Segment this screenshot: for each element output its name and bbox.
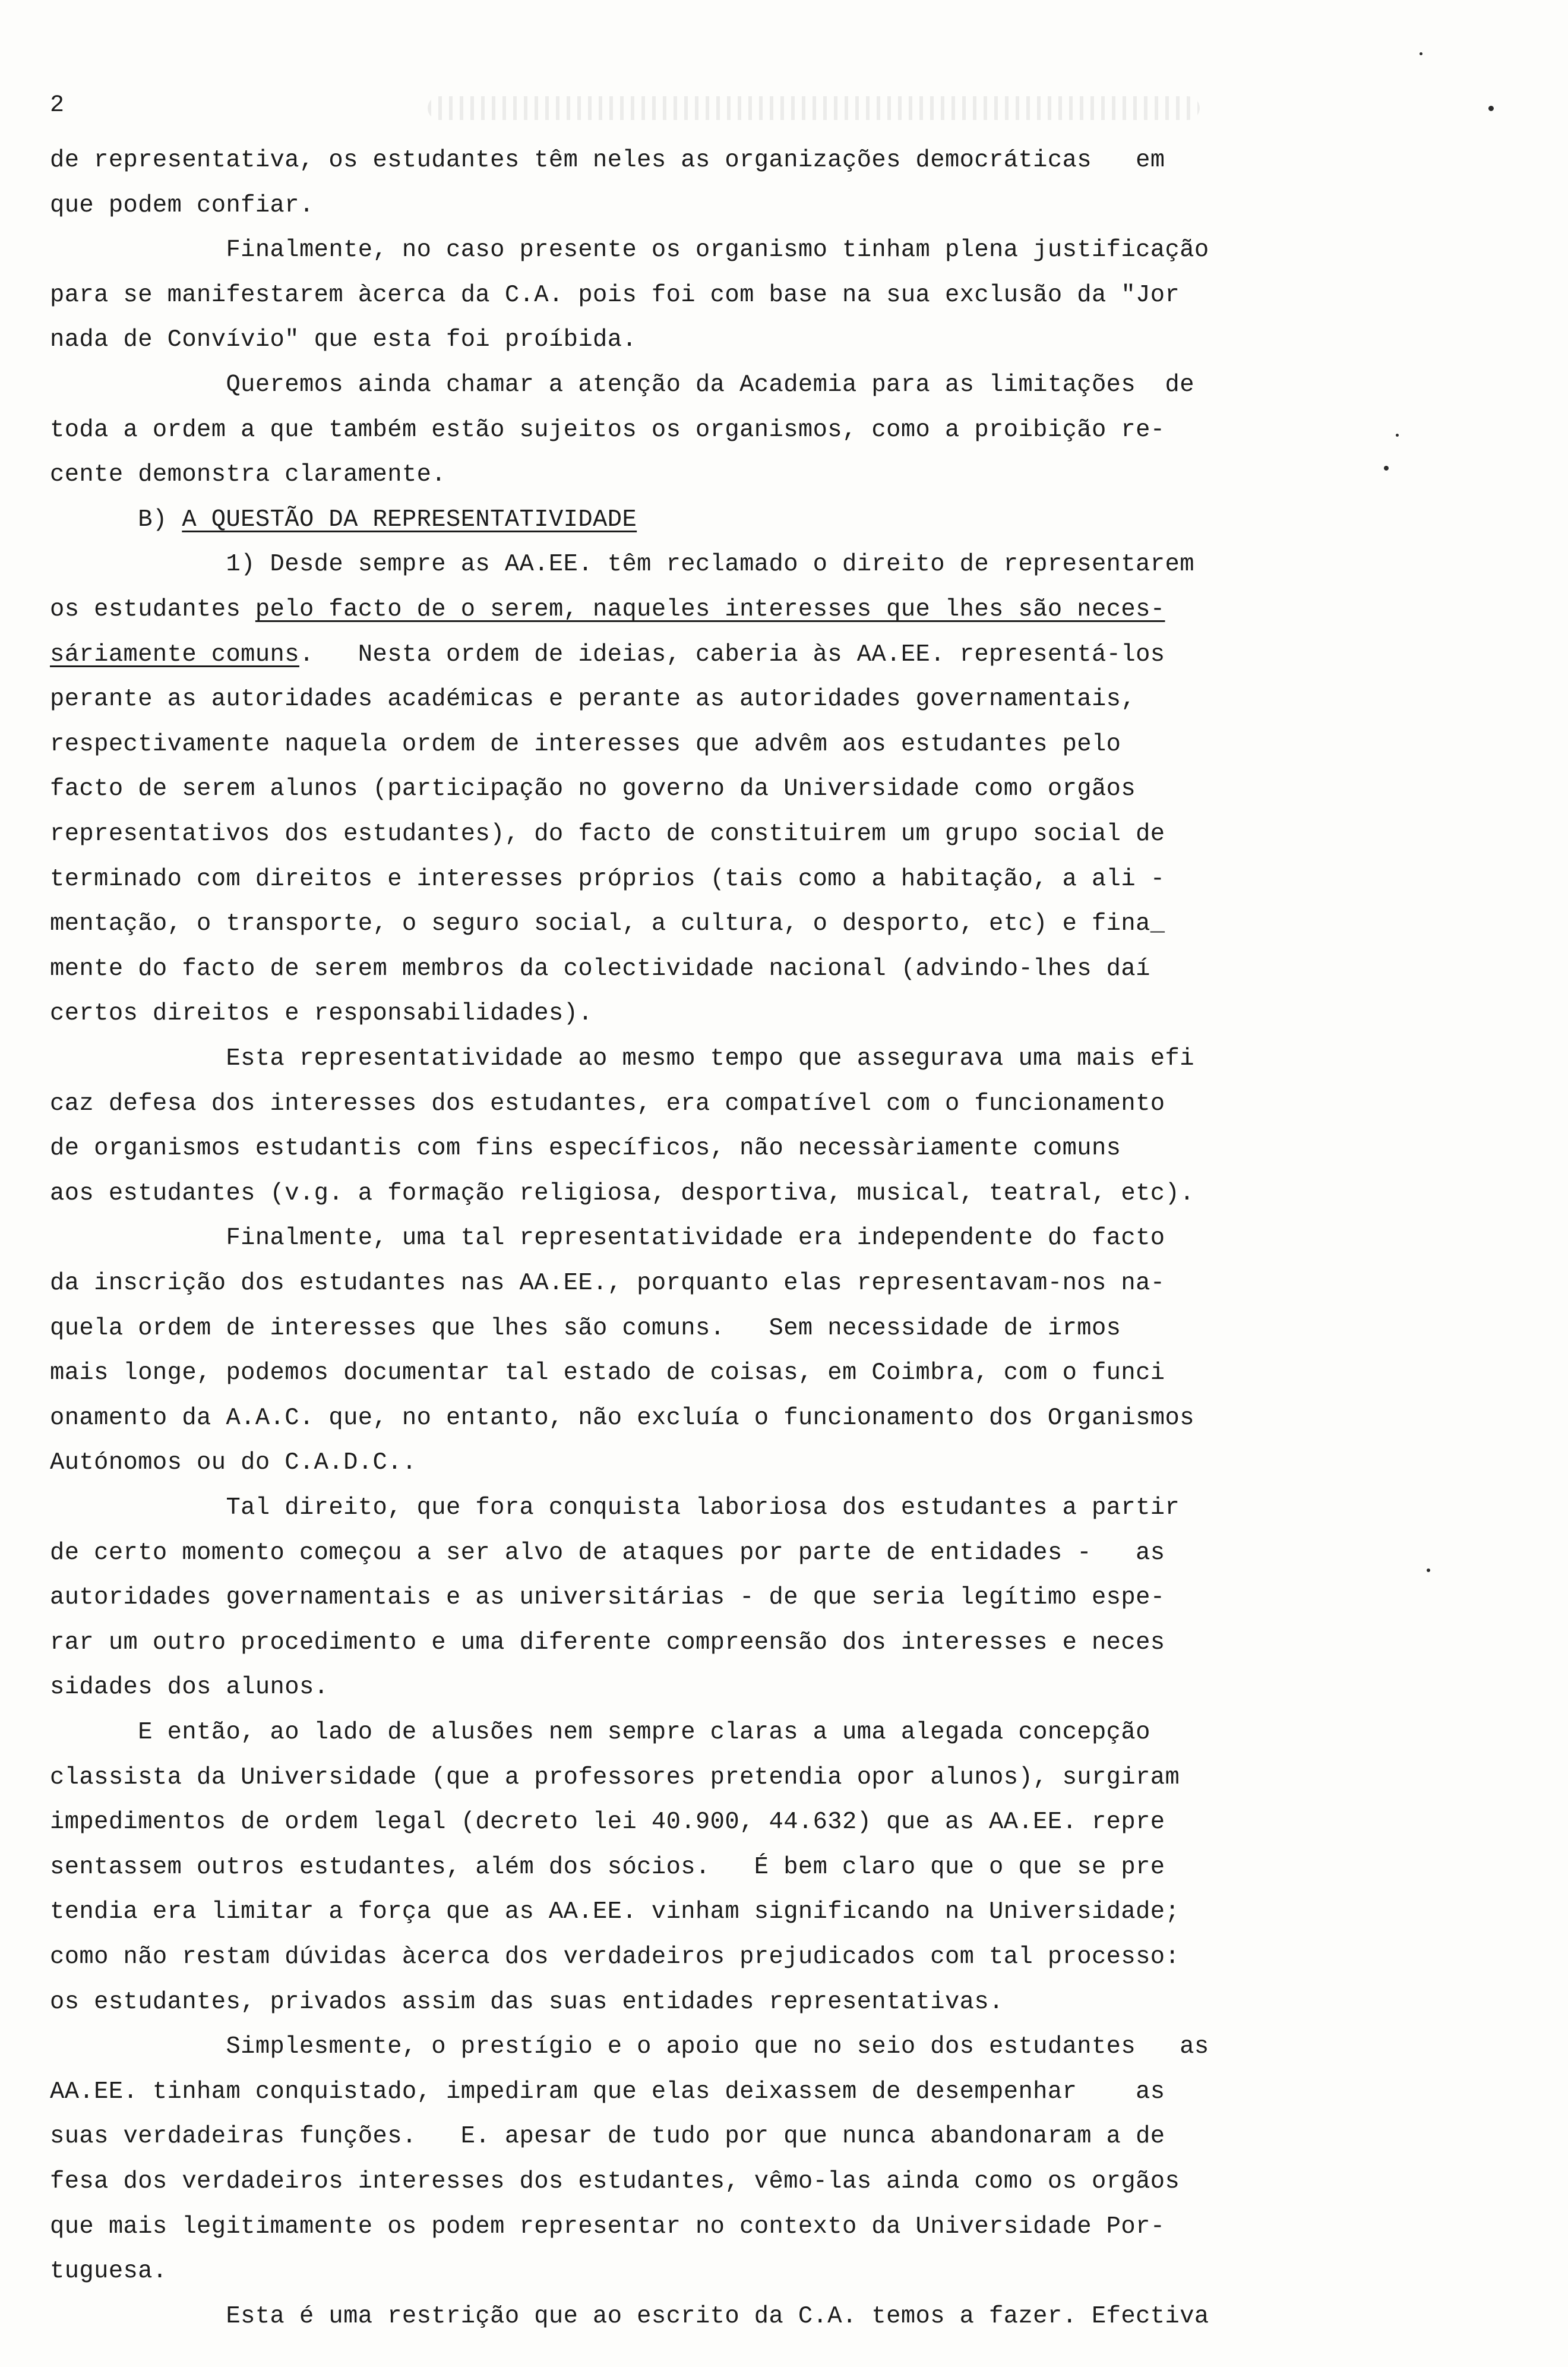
text-segment: de organismos estudantis com fins específicos, não necessàriamente comuns (50, 1135, 1121, 1163)
text-segment: terminado com direitos e interesses próprios (tais como a habitação, a ali - (50, 865, 1165, 893)
text-line (50, 1530, 1165, 1576)
text-segment: AA.EE. tinham conquistado, impediram que elas deixassem de desempenhar as (50, 2078, 1165, 2106)
text-segment: Tal direito, que fora conquista laboriosa dos estudantes a partir (50, 1494, 1180, 1522)
text-segment: que podem confiar. (50, 191, 314, 219)
text-line (50, 1306, 1121, 1351)
ink-speck (1427, 1568, 1430, 1572)
text-line (50, 362, 1194, 408)
text-line (50, 1934, 1180, 1980)
text-segment: . Nesta ordem de ideias, caberia às AA.EE. representá-los (299, 640, 1165, 668)
text-segment: tendia era limitar a força que as AA.EE. vinham significando na Universidade; (50, 1898, 1180, 1926)
text-line (50, 1396, 1194, 1441)
text-segment: Autónomos ou do C.A.D.C.. (50, 1449, 417, 1477)
text-line (50, 1216, 1165, 1261)
text-line (50, 1620, 1165, 1665)
text-line (50, 587, 1165, 632)
text-line (50, 2294, 1209, 2339)
text-segment: Esta é uma restrição que ao escrito da C.A. temos a fazer. Efectiva (50, 2302, 1209, 2330)
underlined-text: sáriamente comuns (50, 640, 299, 668)
text-line (50, 452, 446, 497)
text-segment: classista da Universidade (que a professores pretendia opor alunos), surgiram (50, 1763, 1180, 1791)
text-line (50, 1171, 1194, 1216)
text-segment: impedimentos de ordem legal (decreto lei 40.900, 44.632) que as AA.EE. repre (50, 1809, 1165, 1836)
ink-speck (1420, 52, 1422, 55)
text-line (50, 1485, 1180, 1530)
text-segment: Esta representatividade ao mesmo tempo que assegurava uma mais efi (50, 1045, 1194, 1072)
text-line (50, 1755, 1180, 1800)
text-segment: autoridades governamentais e as universitárias - de que seria legítimo espe- (50, 1584, 1165, 1612)
ink-speck (1384, 466, 1389, 471)
underlined-text: A QUESTÃO DA REPRESENTATIVIDADE (182, 506, 637, 534)
text-line (50, 677, 1136, 722)
text-line (50, 2069, 1165, 2114)
text-segment: mente do facto de serem membros da colectividade nacional (advindo-lhes daí (50, 955, 1150, 983)
text-segment: nada de Convívio" que esta foi proíbida. (50, 326, 637, 354)
text-line (50, 1126, 1121, 1171)
text-line (50, 766, 1136, 812)
text-line (50, 2114, 1165, 2159)
text-segment: os estudantes (50, 596, 255, 623)
text-segment: Simplesmente, o prestígio e o apoio que no seio dos estudantes as (50, 2033, 1209, 2061)
text-segment: cente demonstra claramente. (50, 461, 447, 489)
text-segment: B) (50, 506, 182, 534)
text-segment: para se manifestarem àcerca da C.A. pois foi com base na sua exclusão da "Jor (50, 281, 1180, 309)
text-line (50, 2249, 167, 2294)
text-segment: facto de serem alunos (participação no governo da Universidade como orgãos (50, 775, 1136, 803)
text-line (50, 632, 1165, 677)
text-segment: caz defesa dos interesses dos estudantes, era compatível com o funcionamento (50, 1090, 1165, 1118)
text-line (50, 946, 1150, 992)
text-segment: fesa dos verdadeiros interesses dos estudantes, vêmo-las ainda como os orgãos (50, 2168, 1180, 2195)
text-segment: tuguesa. (50, 2258, 167, 2286)
ink-speck (1396, 434, 1399, 437)
text-line (50, 1440, 417, 1485)
header-smudge (428, 96, 1200, 120)
text-segment: toda a ordem a que também estão sujeitos os organismos, como a proibição re- (50, 416, 1165, 444)
text-line (50, 542, 1194, 587)
text-line (50, 2204, 1165, 2249)
text-segment: perante as autoridades académicas e perante as autoridades governamentais, (50, 686, 1136, 714)
text-segment: certos direitos e responsabilidades). (50, 1000, 593, 1028)
text-line (50, 228, 1209, 273)
text-line (50, 857, 1165, 902)
text-line (50, 138, 1165, 183)
text-line (50, 1261, 1165, 1306)
text-line (50, 1081, 1165, 1126)
text-segment: suas verdadeiras funções. E. apesar de tudo por que nunca abandonaram a de (50, 2123, 1165, 2151)
text-segment: os estudantes, privados assim das suas entidades representativas. (50, 1988, 1004, 2016)
text-line (50, 1800, 1165, 1845)
text-line (50, 2159, 1180, 2204)
underlined-text: pelo facto de o serem, naqueles interesses que lhes são neces- (255, 596, 1165, 623)
text-line (50, 2024, 1209, 2069)
text-segment: de certo momento começou a ser alvo de ataques por parte de entidades - as (50, 1539, 1165, 1567)
text-line (50, 408, 1165, 453)
text-line (50, 1710, 1150, 1755)
text-segment: mentação, o transporte, o seguro social, a cultura, o desporto, etc) e fina_ (50, 910, 1165, 938)
text-segment: E então, ao lado de alusões nem sempre claras a uma alegada concepção (50, 1719, 1150, 1746)
text-segment: rar um outro procedimento e uma diferente compreensão dos interesses e neces (50, 1629, 1165, 1656)
text-line (50, 183, 314, 228)
text-line (50, 1980, 1004, 2025)
text-line (50, 1350, 1165, 1396)
text-line (50, 1575, 1165, 1620)
text-segment: Queremos ainda chamar a atenção da Academia para as limitações de (50, 371, 1194, 399)
text-segment: quela ordem de interesses que lhes são comuns. Sem necessidade de irmos (50, 1314, 1121, 1342)
text-segment: 1) Desde sempre as AA.EE. têm reclamado o direito de representarem (50, 551, 1194, 579)
text-segment: sidades dos alunos. (50, 1674, 329, 1702)
text-line (50, 901, 1165, 946)
text-segment: respectivamente naquela ordem de interesses que advêm aos estudantes pelo (50, 730, 1121, 758)
text-line (50, 1036, 1194, 1081)
text-segment: aos estudantes (v.g. a formação religiosa, desportiva, musical, teatral, etc). (50, 1179, 1194, 1207)
text-segment: sentassem outros estudantes, além dos sócios. É bem claro que o que se pre (50, 1853, 1165, 1881)
text-line (50, 273, 1180, 318)
text-line (50, 722, 1121, 767)
text-line (50, 991, 593, 1036)
text-segment: como não restam dúvidas àcerca dos verdadeiros prejudicados com tal processo: (50, 1943, 1180, 1971)
text-line (50, 812, 1165, 857)
text-line (50, 1845, 1165, 1890)
text-segment: de representativa, os estudantes têm neles as organizações democráticas em (50, 147, 1165, 174)
text-line (50, 1665, 328, 1710)
text-segment: mais longe, podemos documentar tal estado de coisas, em Coimbra, com o funci (50, 1359, 1165, 1387)
text-segment: representativos dos estudantes), do facto de constituirem um grupo social de (50, 820, 1165, 848)
text-segment: Finalmente, uma tal representatividade era independente do facto (50, 1224, 1165, 1252)
text-segment: da inscrição dos estudantes nas AA.EE., porquanto elas representavam-nos na- (50, 1270, 1165, 1297)
text-line (50, 497, 637, 542)
text-line (50, 317, 637, 362)
page-number: 2 (50, 92, 65, 119)
ink-speck (1488, 106, 1494, 111)
text-segment: que mais legitimamente os podem representar no contexto da Universidade Por- (50, 2213, 1165, 2240)
text-segment: onamento da A.A.C. que, no entanto, não excluía o funcionamento dos Organismos (50, 1404, 1194, 1432)
text-line (50, 1889, 1180, 1934)
text-segment: Finalmente, no caso presente os organismo tinham plena justificação (50, 236, 1209, 264)
